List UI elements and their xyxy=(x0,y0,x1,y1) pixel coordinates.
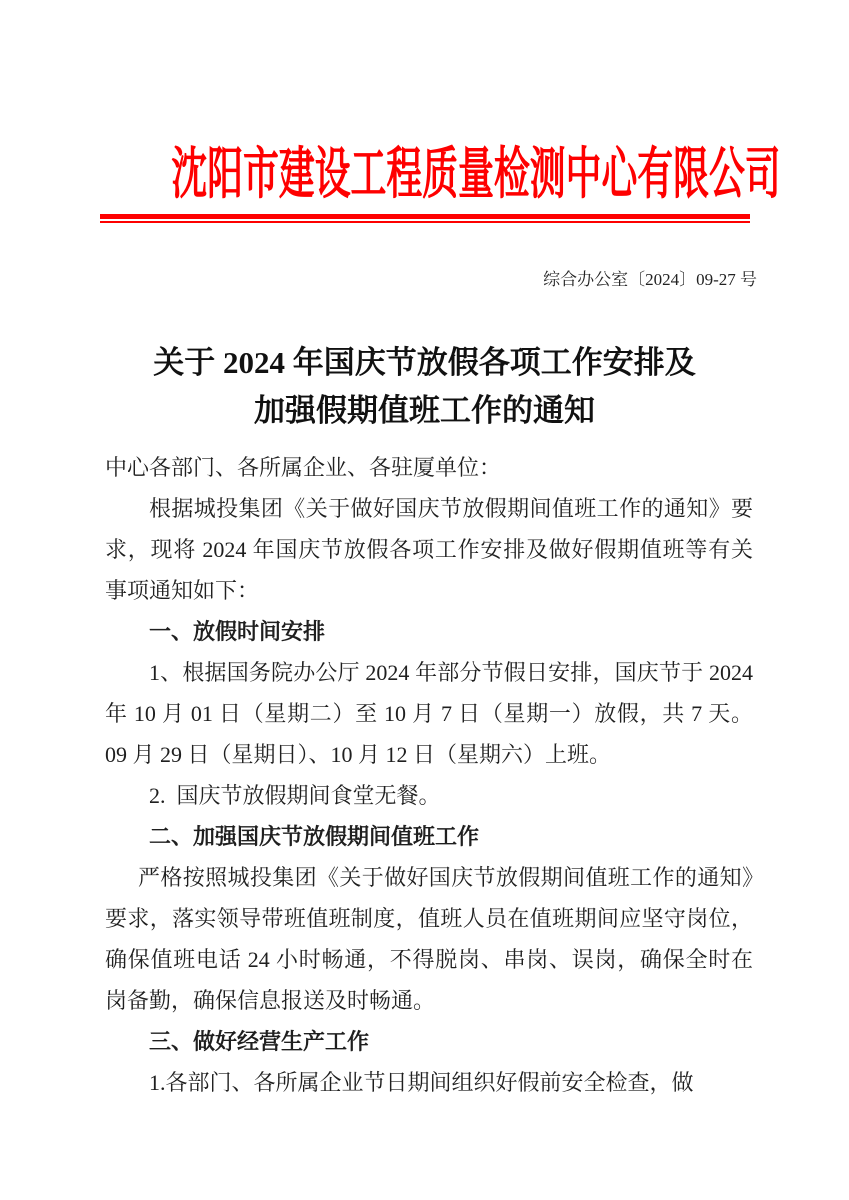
letterhead xyxy=(0,0,849,223)
paragraph: 1、根据国务院办公厅 2024 年部分节假日安排，国庆节于 2024 年 10 月 01 日（星期二）至 10 月 7 日（星期一）放假，共 7 天。09 月 29 日（星期日）、10 月 12 日（星期六）上班。 xyxy=(105,660,759,767)
doc-body xyxy=(105,447,759,1103)
section-heading: 二、加强国庆节放假期间值班工作 xyxy=(149,824,480,849)
paragraph: 1.各部门、各所属企业节日期间组织好假前安全检查，做 xyxy=(149,1070,694,1095)
section-heading: 一、放假时间安排 xyxy=(149,619,326,644)
doc-title xyxy=(0,339,849,435)
letterhead-rule-thick xyxy=(100,214,750,219)
section-heading: 三、做好经营生产工作 xyxy=(149,1029,370,1054)
doc-title-line-1: 关于 2024 年国庆节放假各项工作安排及 xyxy=(153,345,696,380)
paragraph: 2. 国庆节放假期间食堂无餐。 xyxy=(149,783,441,808)
org-name: 沈阳市建设工程质量检测中心有限公司 xyxy=(171,144,781,206)
doc-title-line-2: 加强假期值班工作的通知 xyxy=(254,393,595,428)
salutation: 中心各部门、各所属企业、各驻厦单位： xyxy=(105,455,502,480)
letterhead-rule xyxy=(100,214,750,223)
paragraph: 严格按照城投集团《关于做好国庆节放假期间值班工作的通知》要求，落实领导带班值班制度，值班人员在值班期间应坚守岗位，确保值班电话 24 小时畅通，不得脱岗、串岗、误岗，确保全时在岗备勤，确保信息报送及时畅通。 xyxy=(105,865,753,1013)
letterhead-rule-thin xyxy=(100,221,750,223)
doc-number: 综合办公室〔2024〕09-27 号 xyxy=(543,270,757,289)
paragraph: 根据城投集团《关于做好国庆节放假期间值班工作的通知》要求，现将 2024 年国庆节放假各项工作安排及做好假期值班等有关事项通知如下： xyxy=(105,496,753,603)
